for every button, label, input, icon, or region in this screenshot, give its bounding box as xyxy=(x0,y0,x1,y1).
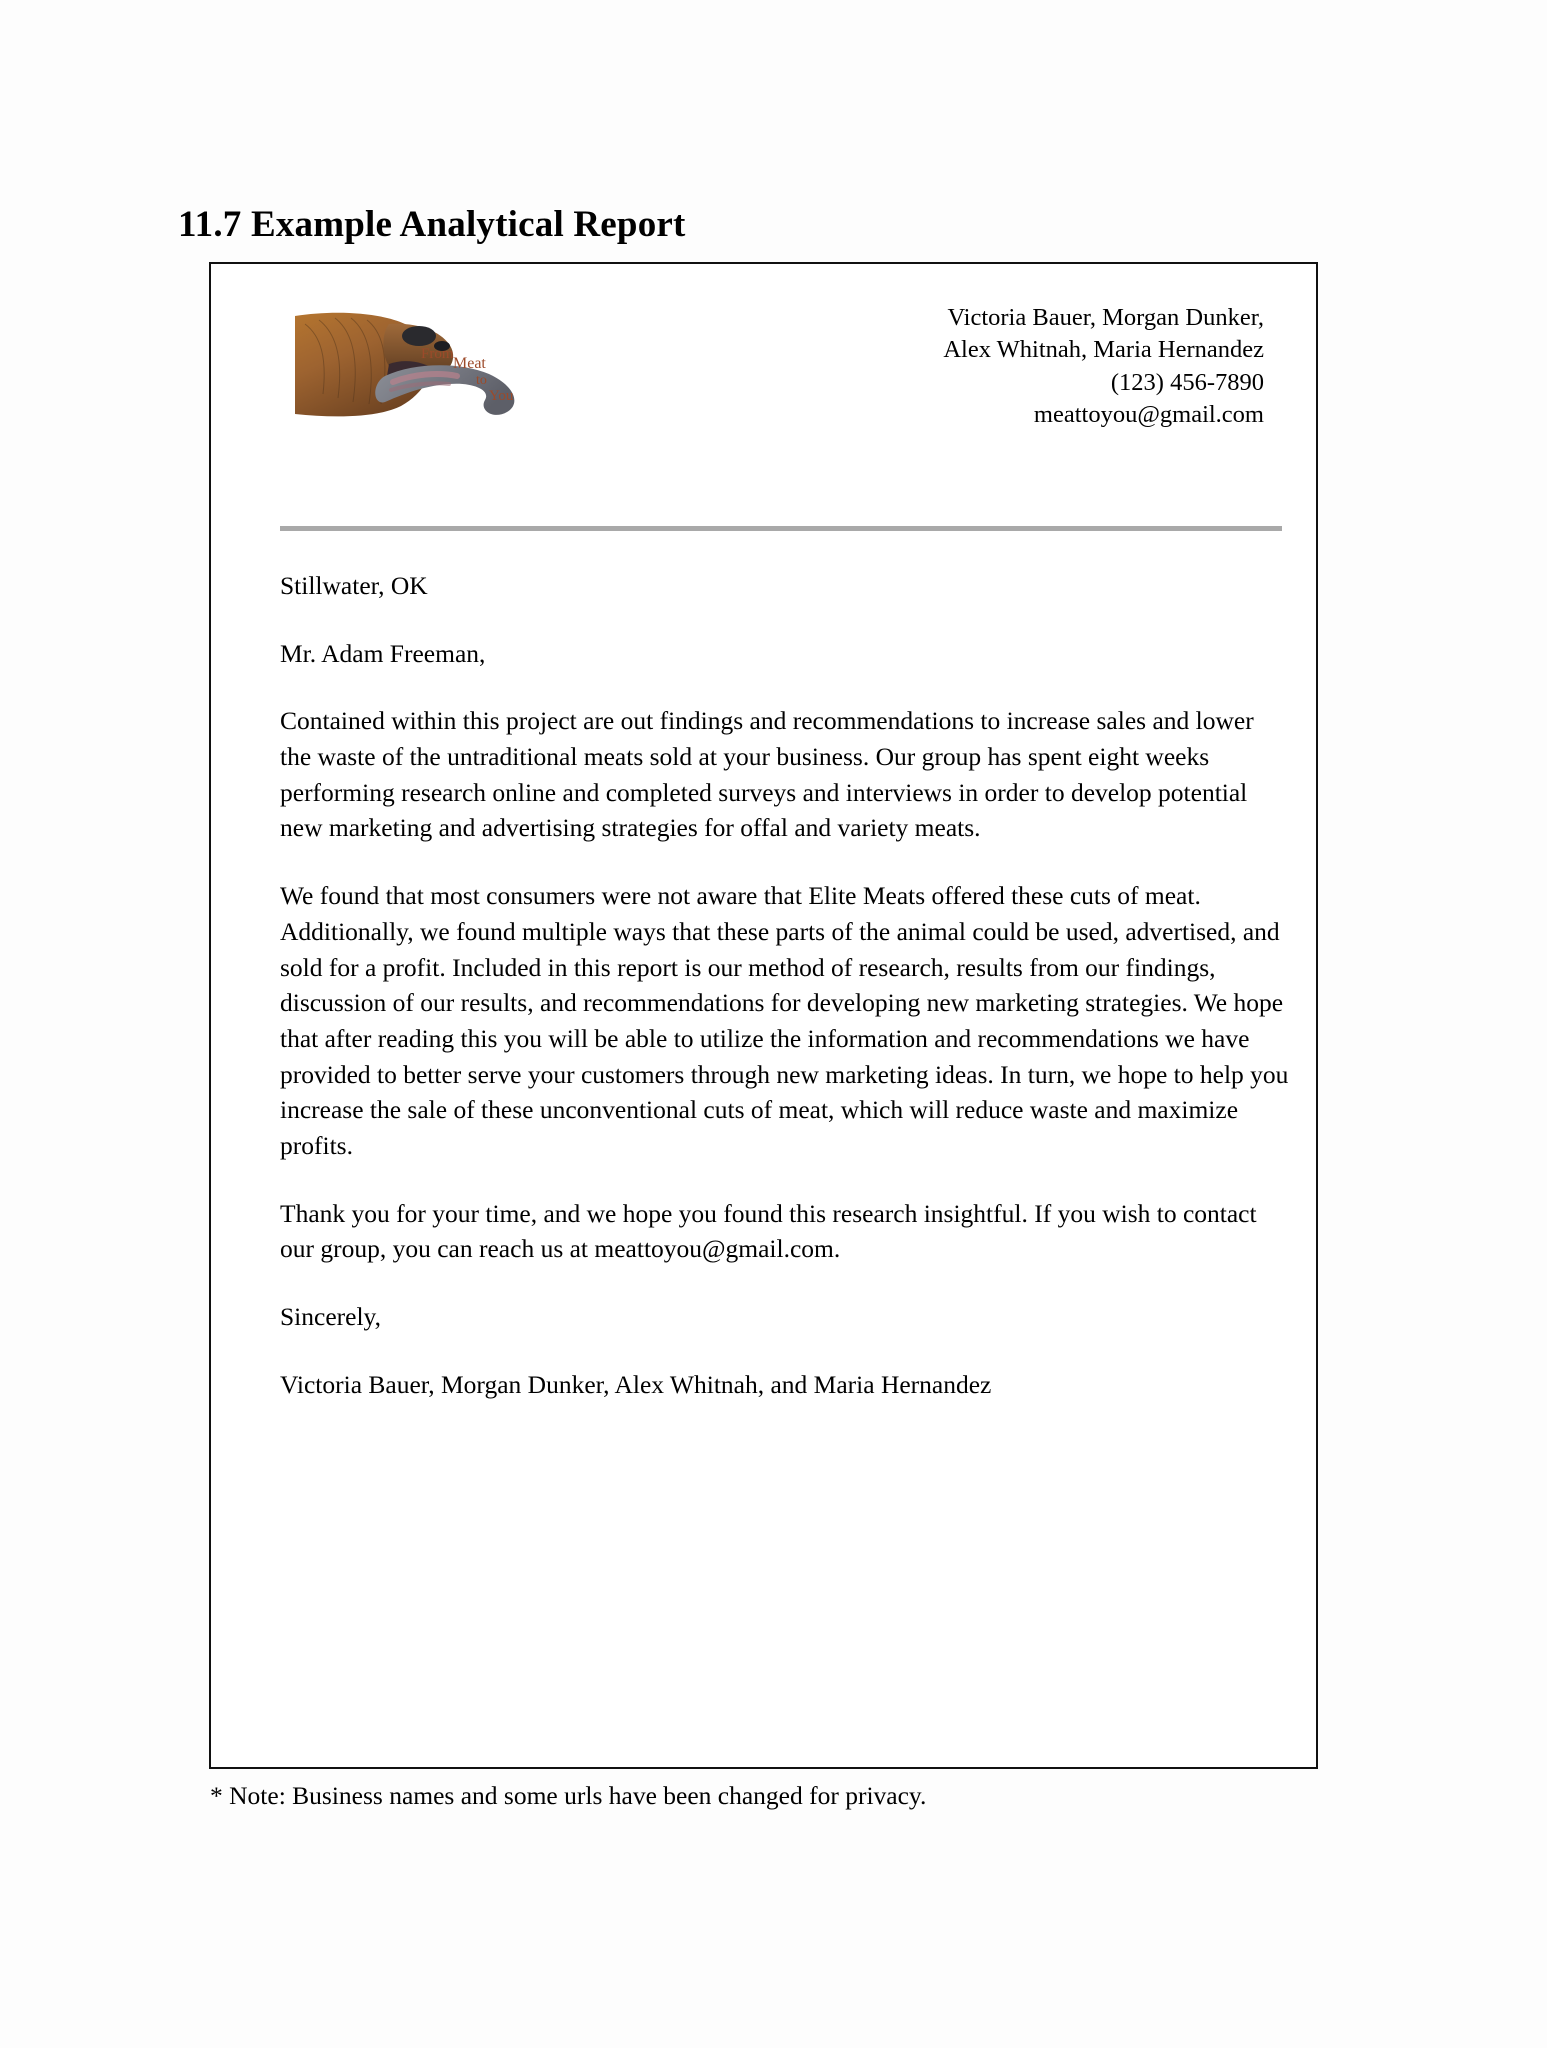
letter-location: Stillwater, OK xyxy=(280,571,428,600)
contact-phone: (123) 456-7890 xyxy=(1110,368,1264,396)
logo-word-from: From xyxy=(421,346,454,362)
contact-authors-line1: Victoria Bauer, Morgan Dunker, xyxy=(947,304,1264,331)
contact-authors-line2: Alex Whitnah, Maria Hernandez xyxy=(943,336,1264,364)
cow-head-tongue-logo xyxy=(293,310,525,418)
letter-body xyxy=(280,568,1290,1402)
letter-salutation: Mr. Adam Freeman, xyxy=(280,638,486,668)
letterhead-divider xyxy=(280,526,1282,531)
contact-email: meattoyou@gmail.com xyxy=(1033,400,1264,428)
letter-closing: Sincerely, xyxy=(280,1302,382,1331)
logo-word-you: You xyxy=(489,388,514,404)
logo-word-to: to xyxy=(476,373,487,388)
page-title: 11.7 Example Analytical Report xyxy=(178,203,686,245)
cow-head-tongue-icon xyxy=(293,310,525,418)
letterhead xyxy=(252,290,1280,450)
letter-paragraph-3: Thank you for your time, and we hope you found this research insightful. If you wish to contact our group, you can reach us at meattoyou@gmail.com. xyxy=(280,1198,1257,1264)
letter-inner xyxy=(252,290,1289,1757)
contact-block xyxy=(943,302,1264,431)
privacy-footnote: * Note: Business names and some urls have been changed for privacy. xyxy=(210,1781,927,1810)
letter-signature: Victoria Bauer, Morgan Dunker, Alex Whitnah, and Maria Hernandez xyxy=(280,1369,992,1399)
letter-paragraph-1: Contained within this project are out findings and recommendations to increase sales and lower the waste of the untraditional meats sold at your business. Our group has spent eight weeks performing research online and completed surveys and interviews in order to develop potential new marketing and advertising strategies for offal and variety meats. xyxy=(280,706,1254,843)
logo-word-meat: Meat xyxy=(453,355,486,372)
letter-paragraph-2: We found that most consumers were not aware that Elite Meats offered these cuts of meat. Additionally, we found multiple ways that these parts of the animal could be used, advertised, and sold for a profit. Included in this report is our method of research, results from our findings, discussion of our results, and recommendations for developing new marketing strategies. We hope that after reading this you will be able to utilize the information and recommendations we have provided to better serve your customers through new marketing ideas. In turn, we hope to help you increase the sale of these unconventional cuts of meat, which will reduce waste and maximize profits. xyxy=(280,881,1289,1160)
letter-container xyxy=(209,262,1318,1769)
